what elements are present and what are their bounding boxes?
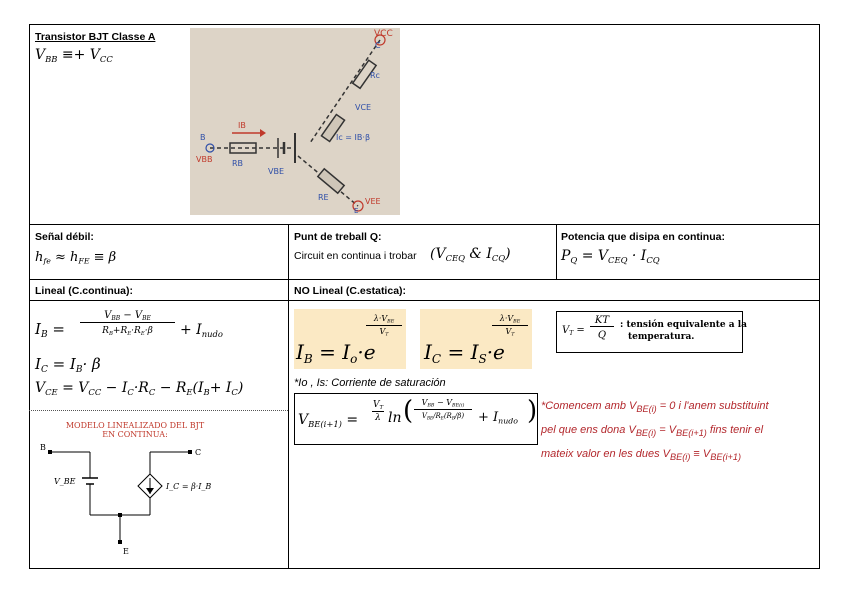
- sat-note: *Io , Is: Corriente de saturación: [294, 377, 446, 389]
- red-note-3: mateix valor en les dues $V_{BE(i)} \equiv V_{BE(i+1)}$: [541, 448, 742, 463]
- label-c: C: [375, 41, 381, 50]
- lineal-eq1-denominator: $R_B+R_E\cdot R_E\cdot\beta$: [102, 326, 153, 337]
- lineal-eq1-tail: + $I_{nudo}$: [180, 322, 223, 339]
- red-note-2: pel que ens dona $V_{BE(i)} = V_{BE(i+1)}$ fins tenir el: [541, 424, 764, 439]
- lineal-eq2: $I_C = I_B\cdot \beta$: [35, 355, 101, 376]
- vbe-paren-left: (: [403, 396, 414, 426]
- potencia-title: Potencia que disipa en continua:: [561, 231, 725, 243]
- grid-line: [29, 224, 820, 225]
- label-vbb: VBB: [196, 155, 213, 164]
- vbe-frac-num: $V_T$: [372, 400, 384, 411]
- lineal-eq1: $I_B$ =: [35, 320, 65, 341]
- nolineal-title: NO Lineal (C.estatica):: [294, 285, 407, 297]
- label-vce: VCE: [355, 103, 372, 112]
- model-ic-label: I_C = β·I_B: [166, 482, 212, 491]
- vbe-paren-right: ): [527, 396, 538, 426]
- vt-den: Q: [597, 330, 607, 341]
- red-note-1: *Comencem amb $V_{BE(i)} = 0$ i l'anem substituint: [541, 400, 769, 415]
- punt-equation: ($V_{CEQ}$ & $I_{CQ}$): [430, 246, 511, 263]
- lineal-eq1-numerator: $V_{BB} - V_{BE}$: [80, 310, 175, 323]
- label-b: B: [200, 133, 206, 142]
- model-title-1: MODELO LINEALIZADO DEL BJT: [65, 421, 205, 430]
- label-rc: Rc: [370, 71, 380, 80]
- model-e-label: E: [123, 547, 129, 556]
- grid-line: [29, 279, 820, 280]
- section-title: Transistor BJT Classe A: [35, 31, 156, 43]
- divider: [29, 410, 288, 411]
- grid-line: [556, 224, 557, 279]
- vbe-tail: + $I_{nudo}$: [478, 410, 518, 426]
- senal-equation: $h_{fe} \approx h_{FE} \equiv \beta$: [35, 250, 117, 266]
- label-re: RE: [318, 193, 329, 202]
- ib-exp-num: $\lambda\cdot V_{BE}$: [366, 314, 402, 326]
- label-vcc: VCC: [374, 29, 393, 39]
- ic-exp-num: $\lambda\cdot V_{BE}$: [492, 314, 528, 326]
- punt-title: Punt de treball Q:: [294, 231, 382, 243]
- model-vbe-label: V_BE: [54, 477, 76, 486]
- potencia-equation: $P_Q = V_{CEQ} \cdot I_{CQ}$: [561, 248, 660, 265]
- vbe-inner-den: $V_{BE}/R_E(R_B/\beta)$: [421, 412, 465, 421]
- linear-model-diagram: [40, 440, 240, 560]
- label-ib: IB: [238, 121, 246, 130]
- ic-equation: $I_C = I_S\cdot e$: [424, 340, 505, 367]
- label-vee: VEE: [365, 197, 381, 206]
- ib-exp-den: $V_T$: [379, 327, 389, 338]
- punt-text: Circuit en continua i trobar: [294, 250, 417, 262]
- model-c-label: C: [195, 448, 202, 457]
- vt-note-1: : tensión equivalente a la: [620, 320, 748, 330]
- ib-equation: $I_B = I_o\cdot e$: [296, 340, 376, 367]
- model-title-2: EN CONTINUA:: [102, 430, 168, 439]
- senal-title: Señal débil:: [35, 231, 94, 243]
- lineal-eq3: $V_{CE} = V_{CC} - I_C\cdot R_C - R_E(I_B+ I_C)$: [35, 380, 244, 397]
- label-vbe: VBE: [268, 167, 285, 176]
- vbe-ln: ln: [388, 410, 402, 426]
- vbe-equation: $V_{BE(i+1)}$ =: [298, 412, 359, 429]
- circuit-photo: [190, 28, 400, 215]
- grid-line: [288, 224, 289, 569]
- vt-note-2: temperatura.: [628, 332, 695, 342]
- lineal-title: Lineal (C.continua):: [35, 285, 133, 297]
- vbe-inner-num: $V_{BB} - V_{BE(i)}$: [414, 398, 472, 410]
- vt-lhs: $V_T$ =: [562, 325, 585, 338]
- circuit-sketch: [190, 28, 400, 215]
- header-equation: $V_{BB} \equiv+ V_{CC}$: [35, 47, 113, 64]
- vbe-frac-den: λ: [375, 413, 381, 423]
- vt-num: KT: [590, 315, 614, 327]
- label-e: E: [354, 207, 359, 215]
- label-ic: Ic = IB·β: [336, 133, 371, 142]
- label-rb: RB: [232, 159, 244, 168]
- ic-exp-den: $V_T$: [505, 327, 515, 338]
- model-b-label: B: [40, 443, 46, 452]
- grid-line: [29, 300, 820, 301]
